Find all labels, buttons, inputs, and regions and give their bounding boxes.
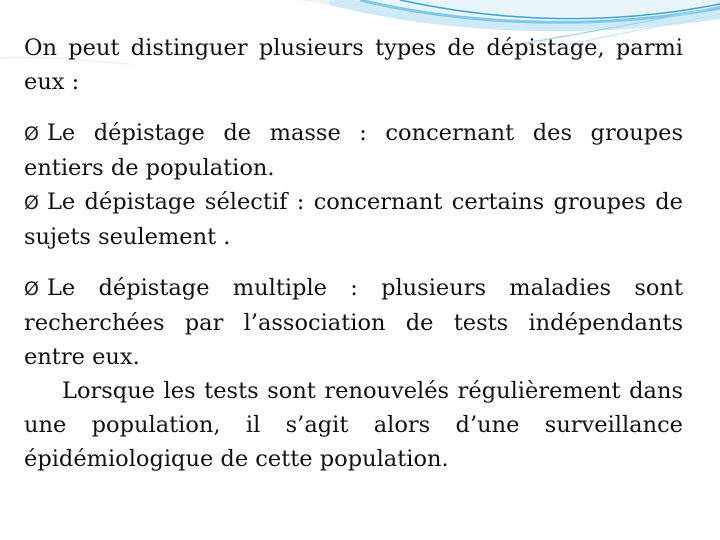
bullet-item-text: Le dépistage de masse : concernant des groupes entiers de population. <box>24 120 683 181</box>
bullet-item-mass-screening <box>24 116 683 185</box>
intro-paragraph: On peut distinguer plusieurs types de dépistage, parmi eux : <box>24 35 683 95</box>
slide-body <box>24 31 683 476</box>
arrow-bullet-icon: Ø <box>24 192 39 214</box>
bullet-item-selective-screening <box>24 185 683 254</box>
arrow-bullet-icon: Ø <box>24 123 39 145</box>
closing-paragraph: Lorsque les tests sont renouvelés régulièrement dans une population, il s’agit alors d’une surveillance épidémiologique de cette population. <box>24 378 683 472</box>
bullet-item-text: Le dépistage multiple : plusieurs maladies sont recherchées par l’association de tests indépendants entre eux. <box>24 275 683 370</box>
bullet-item-multiple-screening <box>24 271 683 374</box>
arrow-bullet-icon: Ø <box>24 278 39 300</box>
bullet-item-text: Le dépistage sélectif : concernant certains groupes de sujets seulement . <box>24 189 683 250</box>
